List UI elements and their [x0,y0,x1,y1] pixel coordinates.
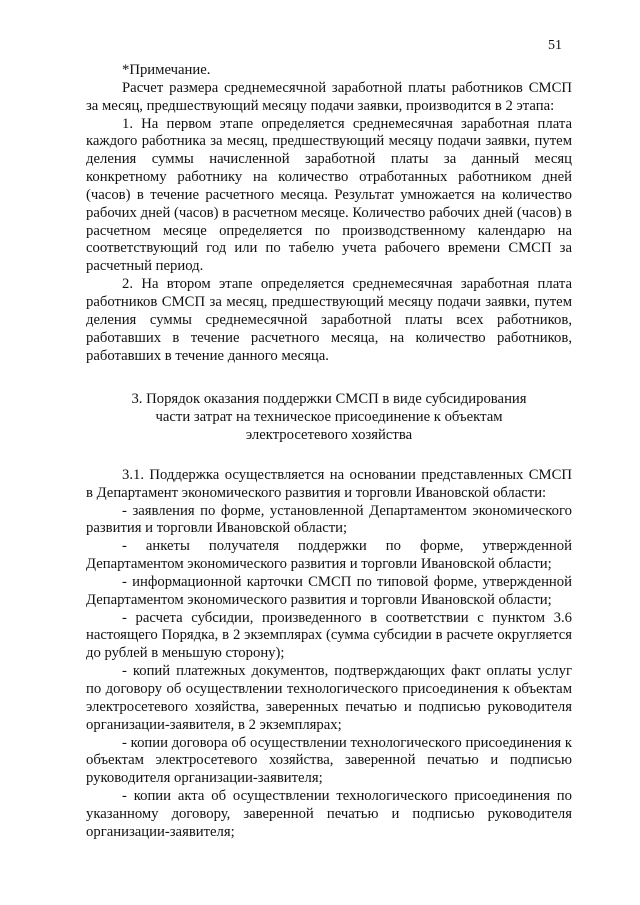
note-intro: Расчет размера среднемесячной заработной платы работников СМСП за месяц, предшествующий месяцу подачи заявки, производится в 2 этапа: [86,79,572,114]
list-item: - заявления по форме, установленной Департаментом экономического развития и торговли Ивановской области; [86,502,572,537]
list-item: - копии договора об осуществлении технологического присоединения к объектам электросетевого хозяйства, заверенной печатью и подписью руководителя организации-заявителя; [86,734,572,787]
section-heading [86,391,572,445]
section-heading-line: части затрат на техническое присоединение к объектам [155,409,503,426]
section-heading-line: 3. Порядок оказания поддержки СМСП в виде субсидирования [131,391,527,408]
section-heading-line: электросетевого хозяйства [245,427,413,444]
document-body [86,62,572,842]
note-step-2: 2. На втором этапе определяется среднемесячная заработная плата работников СМСП за месяц, предшествующий месяцу подачи заявки, путем деления суммы среднемесячной заработной платы всех работников, работавших в течение расчетного месяца, на количество работников, работавших в течение данного месяца. [86,276,572,364]
paragraph-3-1: 3.1. Поддержка осуществляется на основании представленных СМСП в Департамент экономического развития и торговли Ивановской области: [86,466,572,501]
note-step-1: 1. На первом этапе определяется среднемесячная заработная плата каждого работника за месяц, предшествующий месяцу подачи заявки, путем деления суммы начисленной заработной платы за данный месяц конкретному работнику на количество отработанных работником дней (часов) в течение расчетного месяца. Результат умножается на количество рабочих дней (часов) в расчетном месяце. Количество рабочих дней (часов) в расчетном месяце определяется по производственному календарю на соответствующий год или по табелю учета рабочего времени СМСП за расчетный период. [86,115,572,275]
list-item: - информационной карточки СМСП по типовой форме, утвержденной Департаментом экономического развития и торговли Ивановской области; [86,573,572,608]
list-item: - анкеты получателя поддержки по форме, утвержденной Департаментом экономического развития и торговли Ивановской области; [86,538,572,573]
page-number: 51 [548,38,562,53]
list-item: - копий платежных документов, подтверждающих факт оплаты услуг по договору об осуществлении технологического присоединения к объектам электросетевого хозяйства, заверенных печатью и подписью руководителя организации-заявителя, в 2 экземплярах; [86,663,572,733]
note-title: *Примечание. [122,62,211,78]
list-item: - расчета субсидии, произведенного в соответствии с пунктом 3.6 настоящего Порядка, в 2 экземплярах (сумма субсидии в расчете округляется до рублей в меньшую сторону); [86,609,572,662]
list-item: - копии акта об осуществлении технологического присоединения по указанному договору, заверенной печатью и подписью руководителя организации-заявителя; [86,788,572,840]
